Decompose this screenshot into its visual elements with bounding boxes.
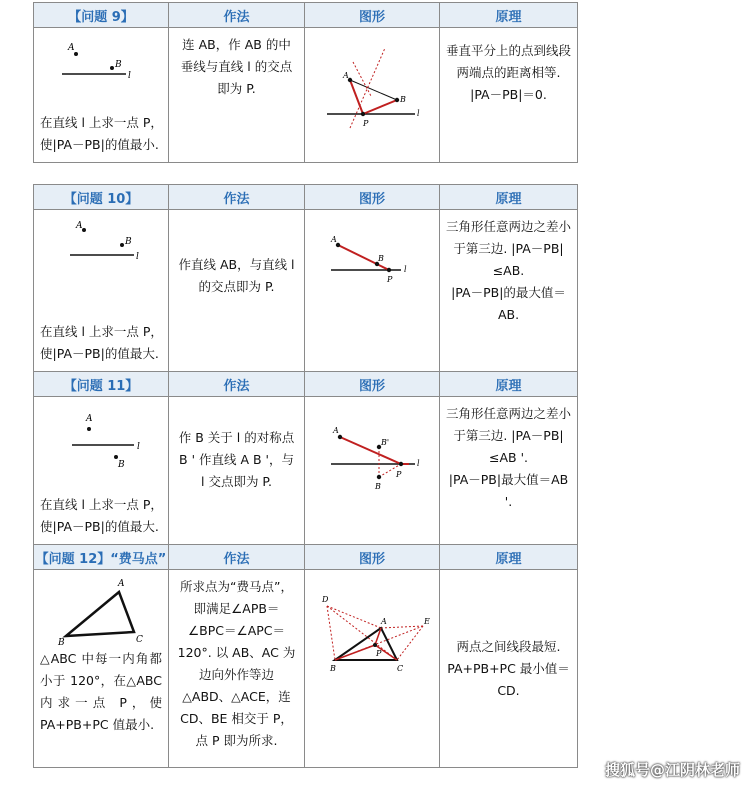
problem-10-line-1: 在直线 l 上求一点 P， [40, 324, 163, 339]
svg-text:B': B' [381, 438, 390, 447]
problem-10-line-2: 使|PA－PB|的值最大. [40, 346, 159, 361]
svg-text:C: C [136, 635, 143, 645]
problem-11-sketch [34, 405, 167, 475]
header-figure: 图形 [305, 372, 440, 397]
svg-text:B: B [330, 664, 336, 673]
problem-11-line-2: 使|PA－PB|的值最大. [40, 519, 159, 534]
table-problem-9 [33, 2, 578, 163]
problem-10-statement [34, 210, 169, 372]
svg-text:P: P [363, 119, 369, 128]
problem-11-figure [305, 397, 438, 517]
svg-text:C: C [397, 664, 404, 673]
problem-9-figure [305, 28, 438, 156]
problem-9-title: 【问题 9】 [34, 3, 169, 28]
svg-text:P: P [387, 275, 393, 284]
problem-10-figure [305, 210, 438, 320]
svg-text:B: B [378, 254, 384, 263]
problem-12-figure [305, 570, 438, 700]
svg-text:A: A [68, 43, 75, 53]
header-method: 作法 [169, 372, 305, 397]
svg-text:B: B [125, 237, 132, 247]
header-principle: 原理 [440, 3, 578, 28]
svg-text:A: A [381, 617, 387, 626]
header-figure: 图形 [305, 185, 440, 210]
problem-11-principle-1: 三角形任意两边之差小于第三边. |PA－PB|≤AB '. [446, 406, 572, 465]
svg-text:B: B [375, 482, 381, 491]
problem-12-principle-2: PA+PB+PC 最小值＝CD. [447, 661, 570, 698]
header-principle: 原理 [440, 185, 578, 210]
svg-text:l: l [137, 442, 140, 452]
svg-text:D: D [322, 595, 329, 604]
problem-12-sketch [34, 570, 167, 648]
header-figure: 图形 [305, 3, 440, 28]
svg-text:l: l [136, 252, 139, 262]
header-principle: 原理 [440, 545, 578, 570]
problem-11-principle-2: |PA－PB|最大值＝AB '. [448, 472, 569, 509]
problem-12-text: △ABC 中每一内角都小于 120°，在△ABC 内求一点 P，使 PA+PB+PC 值最小. [40, 651, 162, 732]
problem-9-line-1: 在直线 l 上求一点 P， [40, 115, 163, 130]
problem-11-method: 作 B 关于 l 的对称点 B ' 作直线 A B '，与 l 交点即为 P. [178, 430, 295, 489]
svg-text:A: A [118, 579, 125, 589]
table-problems-10-12 [33, 184, 578, 768]
svg-text:A: A [331, 235, 337, 244]
svg-text:l: l [417, 459, 420, 468]
problem-10-principle-1: 三角形任意两边之差小于第三边. |PA－PB|≤AB. [446, 219, 572, 278]
problem-12-statement [34, 570, 169, 768]
problem-9-principle-2: |PA－PB|＝0. [470, 87, 547, 102]
svg-text:A: A [86, 414, 93, 424]
svg-text:P: P [396, 470, 402, 479]
problem-10-principle-2: |PA－PB|的最大值＝AB. [451, 285, 566, 322]
problem-9-statement [34, 28, 169, 163]
header-method: 作法 [169, 185, 305, 210]
problem-9-method: 连 AB，作 AB 的中垂线与直线 l 的交点即为 P. [180, 37, 293, 96]
header-figure: 图形 [305, 545, 440, 570]
problem-9-line-2: 使|PA－PB|的值最小. [40, 137, 159, 152]
svg-text:A: A [76, 221, 83, 231]
problem-11-title: 【问题 11】 [34, 372, 169, 397]
problem-11-line-1: 在直线 l 上求一点 P， [40, 497, 163, 512]
header-method: 作法 [169, 3, 305, 28]
svg-text:P: P [376, 649, 382, 658]
svg-text:l: l [404, 265, 407, 274]
problem-10-sketch [34, 218, 167, 278]
problem-10-title: 【问题 10】 [34, 185, 169, 210]
svg-text:B: B [118, 460, 125, 470]
problem-12-principle-1: 两点之间线段最短. [456, 639, 561, 654]
header-principle: 原理 [440, 372, 578, 397]
svg-text:E: E [424, 617, 430, 626]
svg-text:A: A [333, 426, 339, 435]
problem-9-principle-1: 垂直平分上的点到线段两端点的距离相等. [446, 43, 572, 80]
problem-12-method: 所求点为“费马点”，即满足∠APB＝∠BPC＝∠APC＝120°. 以 AB、AC 为边向外作等边△ABD、△ACE，连 CD、BE 相交于 P，点 P 即为所求. [177, 579, 296, 748]
problem-9-sketch [34, 36, 167, 96]
problem-11-statement [34, 397, 169, 545]
svg-text:l: l [128, 71, 131, 81]
svg-text:B: B [115, 60, 122, 70]
problem-12-title: 【问题 12】“费马点” [34, 545, 169, 570]
header-method: 作法 [169, 545, 305, 570]
svg-text:A: A [343, 71, 349, 80]
problem-10-method: 作直线 AB，与直线 l 的交点即为 P. [178, 257, 295, 294]
watermark: 搜狐号@江阴林老师 [604, 761, 740, 779]
svg-text:l: l [417, 109, 420, 118]
svg-text:B: B [58, 638, 65, 648]
svg-text:B: B [400, 95, 406, 104]
